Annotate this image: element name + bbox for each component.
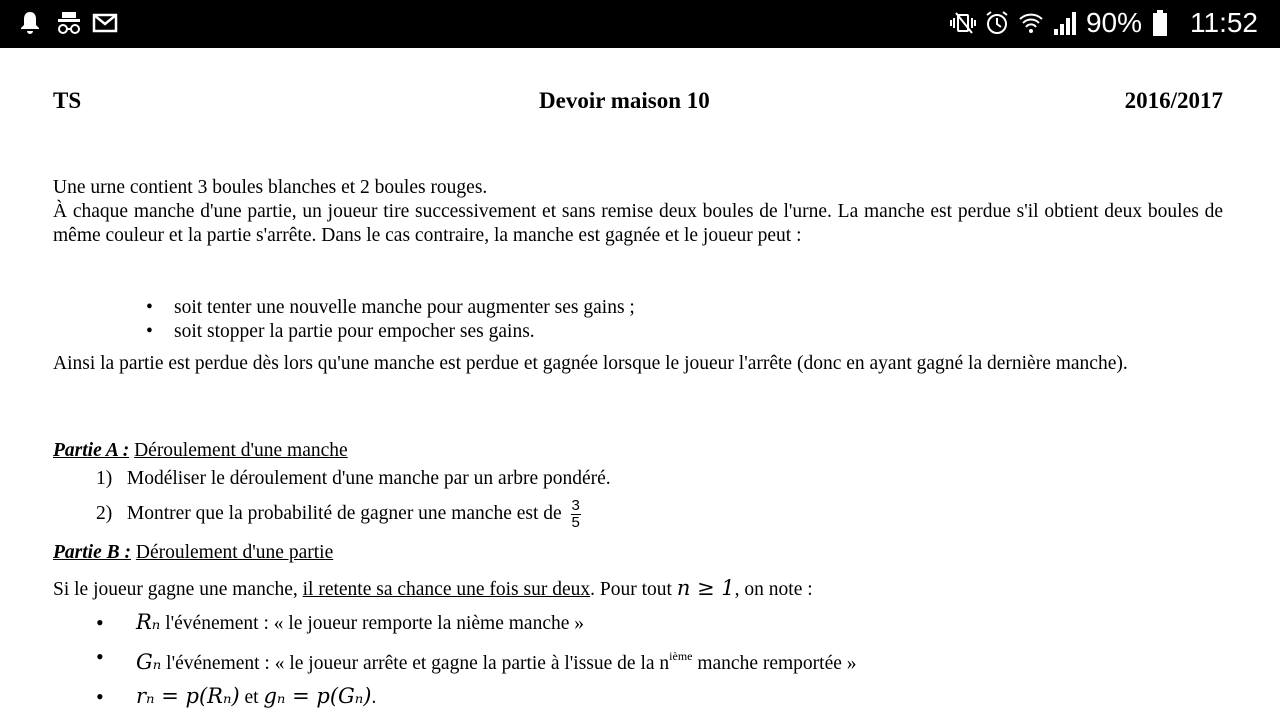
part-a-label: Partie A : bbox=[53, 440, 130, 461]
q1-number: 1) bbox=[96, 468, 113, 489]
mail-icon bbox=[92, 10, 116, 38]
intro-bullet-2: • soit stopper la partie pour empocher ses gains. bbox=[146, 320, 635, 344]
header-class: TS bbox=[53, 88, 82, 113]
fraction-denominator: 5 bbox=[571, 514, 580, 531]
part-b-bullet-1 bbox=[96, 606, 857, 640]
part-a-heading bbox=[53, 440, 348, 462]
battery-percent: 90% bbox=[1085, 7, 1142, 38]
part-b-title: Déroulement d'une partie bbox=[135, 542, 334, 563]
g-n-symbol: Gₙ bbox=[136, 650, 162, 674]
intro-bullet-1: • soit tenter une nouvelle manche pour augmenter ses gains ; bbox=[146, 296, 635, 320]
battery-icon bbox=[1152, 9, 1176, 37]
clock: 11:52 bbox=[1190, 7, 1258, 38]
part-b-bullet-list bbox=[96, 606, 857, 714]
part-a-question-2 bbox=[96, 498, 581, 531]
part-b-line-mid: . Pour tout bbox=[590, 579, 672, 600]
bullet-3-et: et bbox=[244, 687, 259, 708]
status-left-icons bbox=[20, 10, 116, 38]
q2-text: Montrer que la probabilité de gagner une manche est de bbox=[126, 502, 562, 524]
part-b-bullet-3 bbox=[96, 680, 857, 714]
intro-paragraph-2: À chaque manche d'une partie, un joueur tire successivement et sans remise deux boules de l'urne. La manche est perdue s'il obtient deux boules de même couleur et la partie s'arrête. Dans le cas contraire, la manche est gagnée et le joueur peut : bbox=[53, 201, 1223, 246]
document-page bbox=[0, 48, 1280, 720]
status-right-icons bbox=[950, 5, 1258, 41]
bullet-3-end: . bbox=[371, 687, 377, 708]
vibrate-icon bbox=[950, 9, 974, 37]
n-geq-one: n ≥ 1 bbox=[676, 576, 735, 600]
part-a-title: Déroulement d'une manche bbox=[134, 440, 348, 461]
r-n-symbol: Rₙ bbox=[136, 610, 161, 634]
g-n-probability: gₙ = p(Gₙ) bbox=[263, 684, 372, 708]
q1-text: Modéliser le déroulement d'une manche par un arbre pondéré. bbox=[126, 468, 611, 489]
header-title: Devoir maison 10 bbox=[539, 88, 710, 113]
fraction-three-fifths bbox=[571, 498, 581, 531]
part-b-underlined: il retente sa chance une fois sur deux bbox=[302, 579, 591, 600]
intro-bullet-list bbox=[146, 296, 635, 344]
part-b-heading bbox=[53, 542, 333, 564]
notification-bell-icon bbox=[20, 10, 44, 38]
r-n-probability: rₙ = p(Rₙ) bbox=[136, 684, 240, 708]
alarm-icon bbox=[984, 9, 1008, 37]
header-year: 2016/2017 bbox=[1124, 88, 1223, 113]
intro-paragraph-1: Une urne contient 3 boules blanches et 2 boules rouges. bbox=[53, 177, 488, 198]
status-bar bbox=[0, 0, 1280, 48]
part-b-label: Partie B : bbox=[53, 542, 131, 563]
part-b-intro bbox=[53, 576, 1223, 602]
wifi-icon bbox=[1018, 9, 1042, 37]
signal-icon bbox=[1052, 9, 1076, 37]
g-n-definition-b: manche remportée » bbox=[697, 653, 857, 674]
g-n-definition-a: l'événement : « le joueur arrête et gagne la partie à l'issue de la n bbox=[166, 653, 670, 674]
part-a-question-1 bbox=[96, 468, 611, 490]
fraction-numerator: 3 bbox=[571, 497, 580, 514]
part-b-line-start: Si le joueur gagne une manche, bbox=[53, 579, 298, 600]
g-n-superscript: ième bbox=[669, 649, 693, 663]
incognito-icon bbox=[56, 10, 80, 38]
part-b-line-end: , on note : bbox=[734, 579, 813, 600]
r-n-definition: l'événement : « le joueur remporte la nième manche » bbox=[165, 613, 585, 634]
q2-number: 2) bbox=[96, 502, 113, 524]
intro-paragraph-3: Ainsi la partie est perdue dès lors qu'une manche est perdue et gagnée lorsque le joueur l'arrête (donc en ayant gagné la dernière manche). bbox=[53, 353, 1128, 374]
part-b-bullet-2 bbox=[96, 640, 857, 680]
